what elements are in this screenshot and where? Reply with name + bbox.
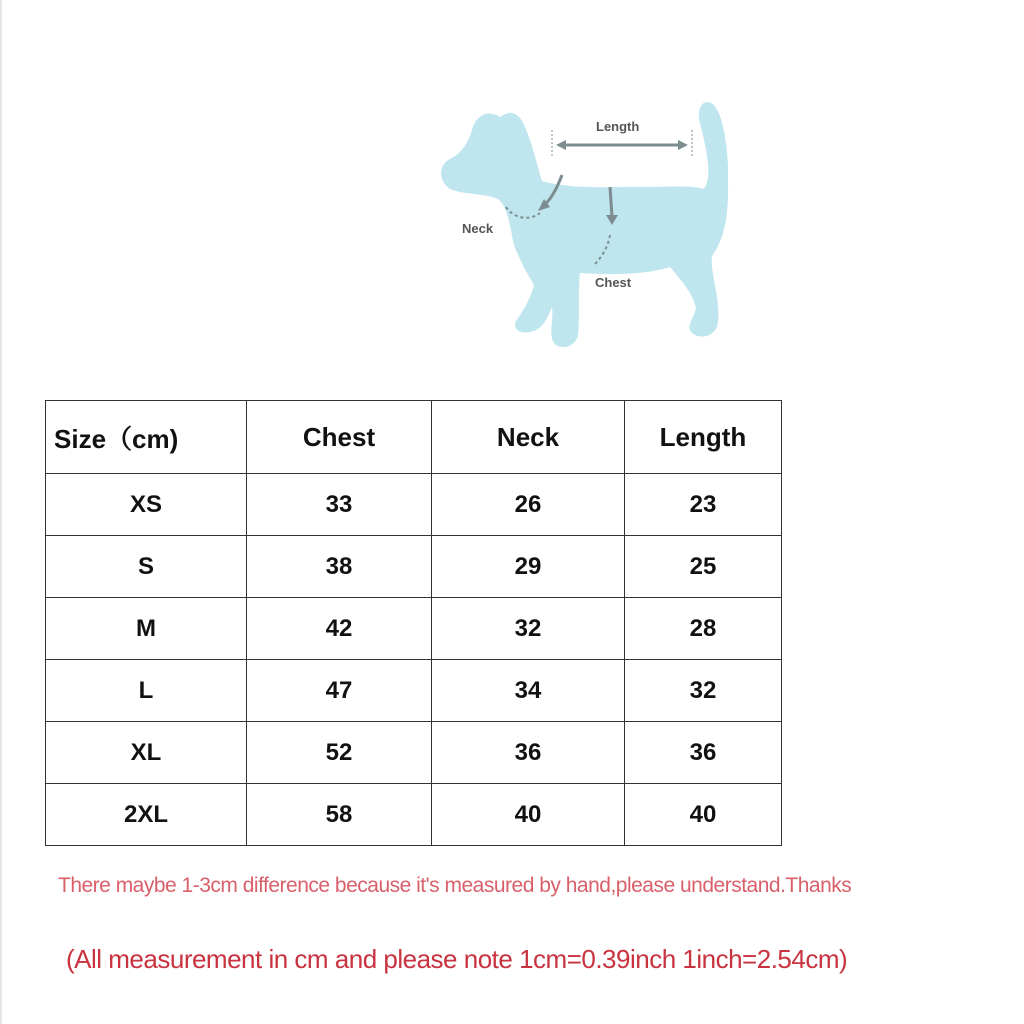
dog-measurement-diagram bbox=[430, 95, 750, 360]
length-arrow bbox=[552, 130, 692, 157]
diagram-label-length: Length bbox=[596, 119, 640, 134]
cell-length: 32 bbox=[625, 660, 782, 722]
cell-size: S bbox=[46, 536, 247, 598]
dog-illustration bbox=[430, 95, 750, 360]
cell-chest: 38 bbox=[247, 536, 432, 598]
cell-neck: 34 bbox=[432, 660, 625, 722]
cell-size: L bbox=[46, 660, 247, 722]
cell-neck: 29 bbox=[432, 536, 625, 598]
header-neck: Neck bbox=[432, 401, 625, 474]
cell-neck: 36 bbox=[432, 722, 625, 784]
table-row bbox=[46, 598, 782, 660]
table-row bbox=[46, 722, 782, 784]
table-row bbox=[46, 474, 782, 536]
cell-chest: 52 bbox=[247, 722, 432, 784]
cell-size: XS bbox=[46, 474, 247, 536]
header-size: Size（cm) bbox=[46, 401, 247, 474]
table-row bbox=[46, 536, 782, 598]
diagram-label-chest: Chest bbox=[595, 275, 632, 290]
cell-neck: 32 bbox=[432, 598, 625, 660]
header-chest: Chest bbox=[247, 401, 432, 474]
table-row bbox=[46, 660, 782, 722]
diagram-label-neck: Neck bbox=[462, 221, 494, 236]
cell-neck: 40 bbox=[432, 784, 625, 846]
table-row bbox=[46, 784, 782, 846]
cell-neck: 26 bbox=[432, 474, 625, 536]
header-length: Length bbox=[625, 401, 782, 474]
cell-chest: 33 bbox=[247, 474, 432, 536]
cell-chest: 58 bbox=[247, 784, 432, 846]
measurement-disclaimer: There maybe 1-3cm difference because it's measured by hand,please understand.Thanks bbox=[58, 874, 852, 897]
cell-length: 28 bbox=[625, 598, 782, 660]
cell-size: XL bbox=[46, 722, 247, 784]
size-chart-table bbox=[45, 400, 782, 846]
cell-length: 23 bbox=[625, 474, 782, 536]
cell-length: 25 bbox=[625, 536, 782, 598]
cell-length: 40 bbox=[625, 784, 782, 846]
table-header-row bbox=[46, 401, 782, 474]
cell-size: M bbox=[46, 598, 247, 660]
unit-conversion-note: (All measurement in cm and please note 1cm=0.39inch 1inch=2.54cm) bbox=[66, 944, 848, 974]
cell-chest: 47 bbox=[247, 660, 432, 722]
cell-size: 2XL bbox=[46, 784, 247, 846]
cell-chest: 42 bbox=[247, 598, 432, 660]
page-left-border bbox=[0, 0, 2, 1024]
cell-length: 36 bbox=[625, 722, 782, 784]
